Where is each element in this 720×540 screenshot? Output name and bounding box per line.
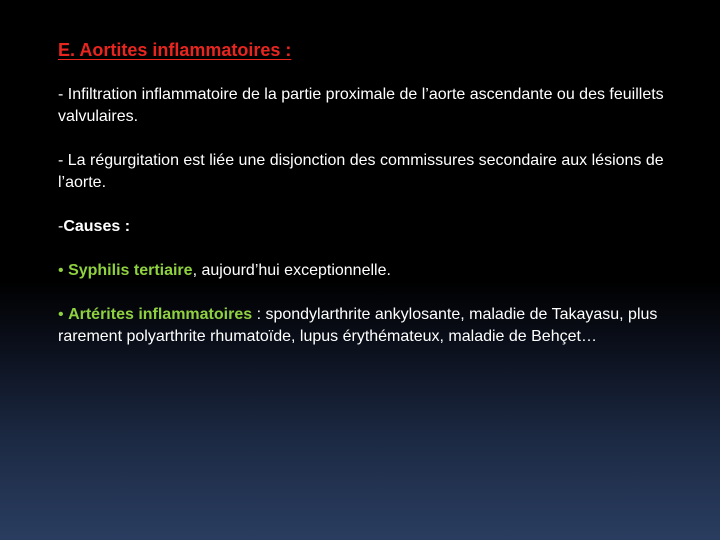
cause-item-arterites [58,304,678,348]
paragraph-infiltration: - Infiltration inflammatoire de la partie proximale de l’aorte ascendante ou des feuillets valvulaires. [58,86,664,125]
cause-term-arterites: Artérites inflammatoires [68,306,253,323]
cause-text-arterites: : spondylarthrite ankylosante, maladie de Takayasu, plus rarement polyarthrite rhumatoïde, lupus érythémateux, maladie de Behçet… [58,306,658,345]
cause-term-syphilis: Syphilis tertiaire [68,262,193,279]
causes-heading [58,216,678,238]
slide-content [58,38,678,370]
cause-text-syphilis: , aujourd’hui exceptionnelle. [192,262,391,279]
causes-dash: - [58,218,64,235]
bullet-icon: • [58,262,64,279]
cause-item-syphilis [58,260,678,282]
bullet-icon: • [58,306,64,323]
causes-label: Causes : [63,218,131,235]
slide-title: E. Aortites inflammatoires : [58,40,292,60]
paragraph-regurgitation: - La régurgitation est liée une disjonction des commissures secondaire aux lésions de l’aorte. [58,152,664,191]
